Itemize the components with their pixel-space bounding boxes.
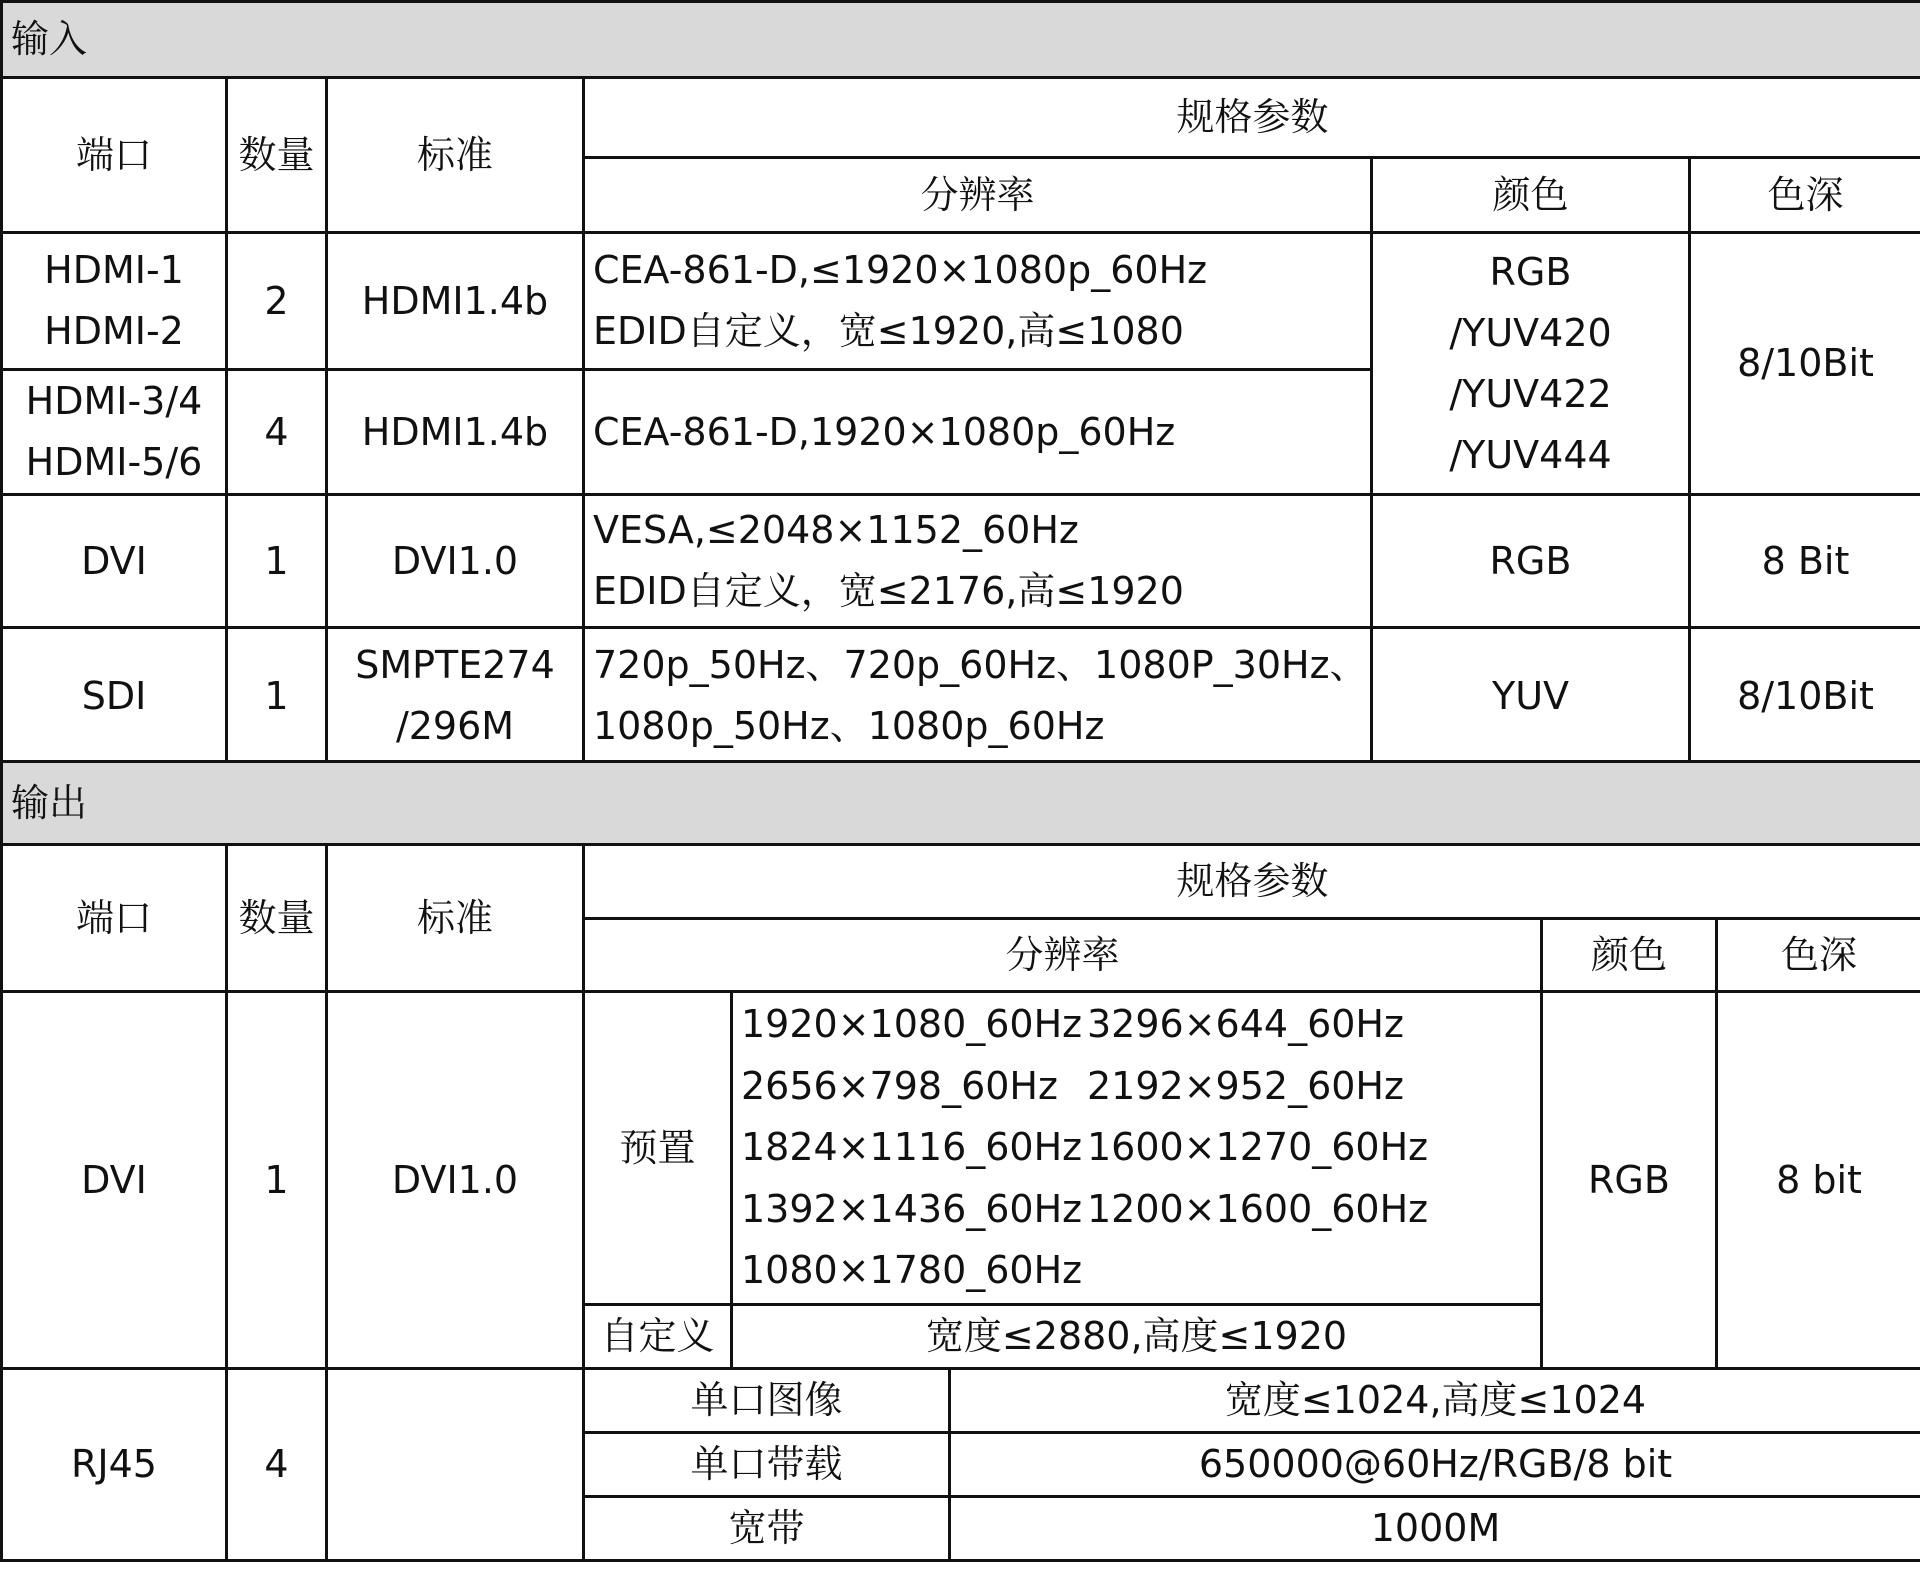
resolution-line: EDID自定义，宽≤1920,高≤1080 — [593, 309, 1184, 353]
input-row-port — [2, 233, 227, 370]
resolution-line: 1080p_50Hz、1080p_60Hz — [593, 704, 1105, 748]
input-row-port — [2, 370, 227, 495]
output-dvi-qty: 1 — [227, 992, 327, 1369]
output-header-standard: 标准 — [327, 845, 584, 992]
color-line: RGB — [1489, 249, 1572, 294]
resolution-line: CEA-861-D,1920×1080p_60Hz — [593, 409, 1176, 454]
resolution-line: CEA-861-D,≤1920×1080p_60Hz — [593, 248, 1208, 292]
preset-list — [732, 992, 1542, 1305]
port-name: HDMI-5/6 — [25, 440, 203, 484]
input-row-standard — [327, 628, 584, 765]
preset-resolution: 1920×1080_60Hz — [741, 1002, 1083, 1047]
input-row-color: RGB — [1372, 495, 1690, 628]
preset-resolution: 1200×1600_60Hz — [1087, 1186, 1429, 1231]
input-section-title: 输入 — [2, 2, 1920, 78]
rj45-item-label: 单口带载 — [584, 1433, 950, 1497]
preset-resolution: 1080×1780_60Hz — [741, 1248, 1083, 1293]
rj45-item-label: 宽带 — [584, 1497, 950, 1561]
preset-label: 预置 — [584, 992, 732, 1305]
preset-resolution: 1600×1270_60Hz — [1087, 1125, 1429, 1170]
color-line: /YUV444 — [1449, 432, 1612, 477]
preset-resolution: 2656×798_60Hz — [741, 1063, 1058, 1108]
input-row-resolution — [584, 233, 1372, 370]
preset-resolution: 1392×1436_60Hz — [741, 1186, 1083, 1231]
input-row-qty: 4 — [227, 370, 327, 495]
input-row-qty: 1 — [227, 628, 327, 765]
output-dvi-standard: DVI1.0 — [327, 992, 584, 1369]
rj45-item-value: 宽度≤1024,高度≤1024 — [950, 1369, 1920, 1433]
output-header-qty: 数量 — [227, 845, 327, 992]
input-row-qty: 1 — [227, 495, 327, 628]
resolution-line: EDID自定义，宽≤2176,高≤1920 — [593, 569, 1184, 613]
hdmi-depth-cell: 8/10Bit — [1690, 233, 1920, 495]
input-header-port: 端口 — [2, 78, 227, 233]
input-row-qty: 2 — [227, 233, 327, 370]
color-line: /YUV422 — [1449, 371, 1612, 416]
input-row-port: SDI — [2, 628, 227, 765]
output-dvi-port: DVI — [2, 992, 227, 1369]
output-section-title: 输出 — [2, 762, 1920, 845]
standard-line: /296M — [395, 704, 515, 748]
input-row-resolution — [584, 628, 1372, 765]
rj45-item-value: 650000@60Hz/RGB/8 bit — [950, 1433, 1920, 1497]
output-header-color: 颜色 — [1542, 919, 1717, 992]
input-row-depth: 8/10Bit — [1690, 628, 1920, 765]
color-line: /YUV420 — [1449, 310, 1612, 355]
input-header-resolution: 分辨率 — [584, 158, 1372, 233]
standard-line: SMPTE274 — [355, 643, 555, 687]
input-header-standard: 标准 — [327, 78, 584, 233]
input-header-qty: 数量 — [227, 78, 327, 233]
output-header-depth: 色深 — [1717, 919, 1920, 992]
custom-label: 自定义 — [584, 1305, 732, 1369]
preset-resolution: 3296×644_60Hz — [1087, 1002, 1404, 1047]
rj45-item-label: 单口图像 — [584, 1369, 950, 1433]
input-header-depth: 色深 — [1690, 158, 1920, 233]
custom-value: 宽度≤2880,高度≤1920 — [732, 1305, 1542, 1369]
output-dvi-depth: 8 bit — [1717, 992, 1920, 1369]
port-name: HDMI-1 — [44, 248, 184, 292]
input-row-port: DVI — [2, 495, 227, 628]
input-row-standard: HDMI1.4b — [327, 233, 584, 370]
output-header-resolution: 分辨率 — [584, 919, 1542, 992]
input-row-resolution — [584, 495, 1372, 628]
output-rj45-qty: 4 — [227, 1369, 327, 1561]
output-header-port: 端口 — [2, 845, 227, 992]
preset-resolution: 1824×1116_60Hz — [741, 1125, 1083, 1170]
input-row-standard: HDMI1.4b — [327, 370, 584, 495]
output-spec-table — [0, 760, 1920, 1562]
input-row-depth: 8 Bit — [1690, 495, 1920, 628]
input-header-color: 颜色 — [1372, 158, 1690, 233]
output-rj45-port: RJ45 — [2, 1369, 227, 1561]
output-header-spec: 规格参数 — [584, 845, 1920, 919]
output-rj45-standard — [327, 1369, 584, 1561]
input-row-color: YUV — [1372, 628, 1690, 765]
port-name: HDMI-2 — [44, 309, 184, 353]
input-header-spec: 规格参数 — [584, 78, 1920, 158]
resolution-line: 720p_50Hz、720p_60Hz、1080P_30Hz、 — [593, 643, 1368, 687]
input-row-standard: DVI1.0 — [327, 495, 584, 628]
input-row-resolution — [584, 370, 1372, 495]
input-spec-table — [0, 0, 1920, 766]
rj45-item-value: 1000M — [950, 1497, 1920, 1561]
preset-resolution: 2192×952_60Hz — [1087, 1063, 1404, 1108]
output-dvi-color: RGB — [1542, 992, 1717, 1369]
resolution-line: VESA,≤2048×1152_60Hz — [593, 508, 1079, 552]
port-name: HDMI-3/4 — [25, 379, 203, 423]
hdmi-color-cell — [1372, 233, 1690, 495]
